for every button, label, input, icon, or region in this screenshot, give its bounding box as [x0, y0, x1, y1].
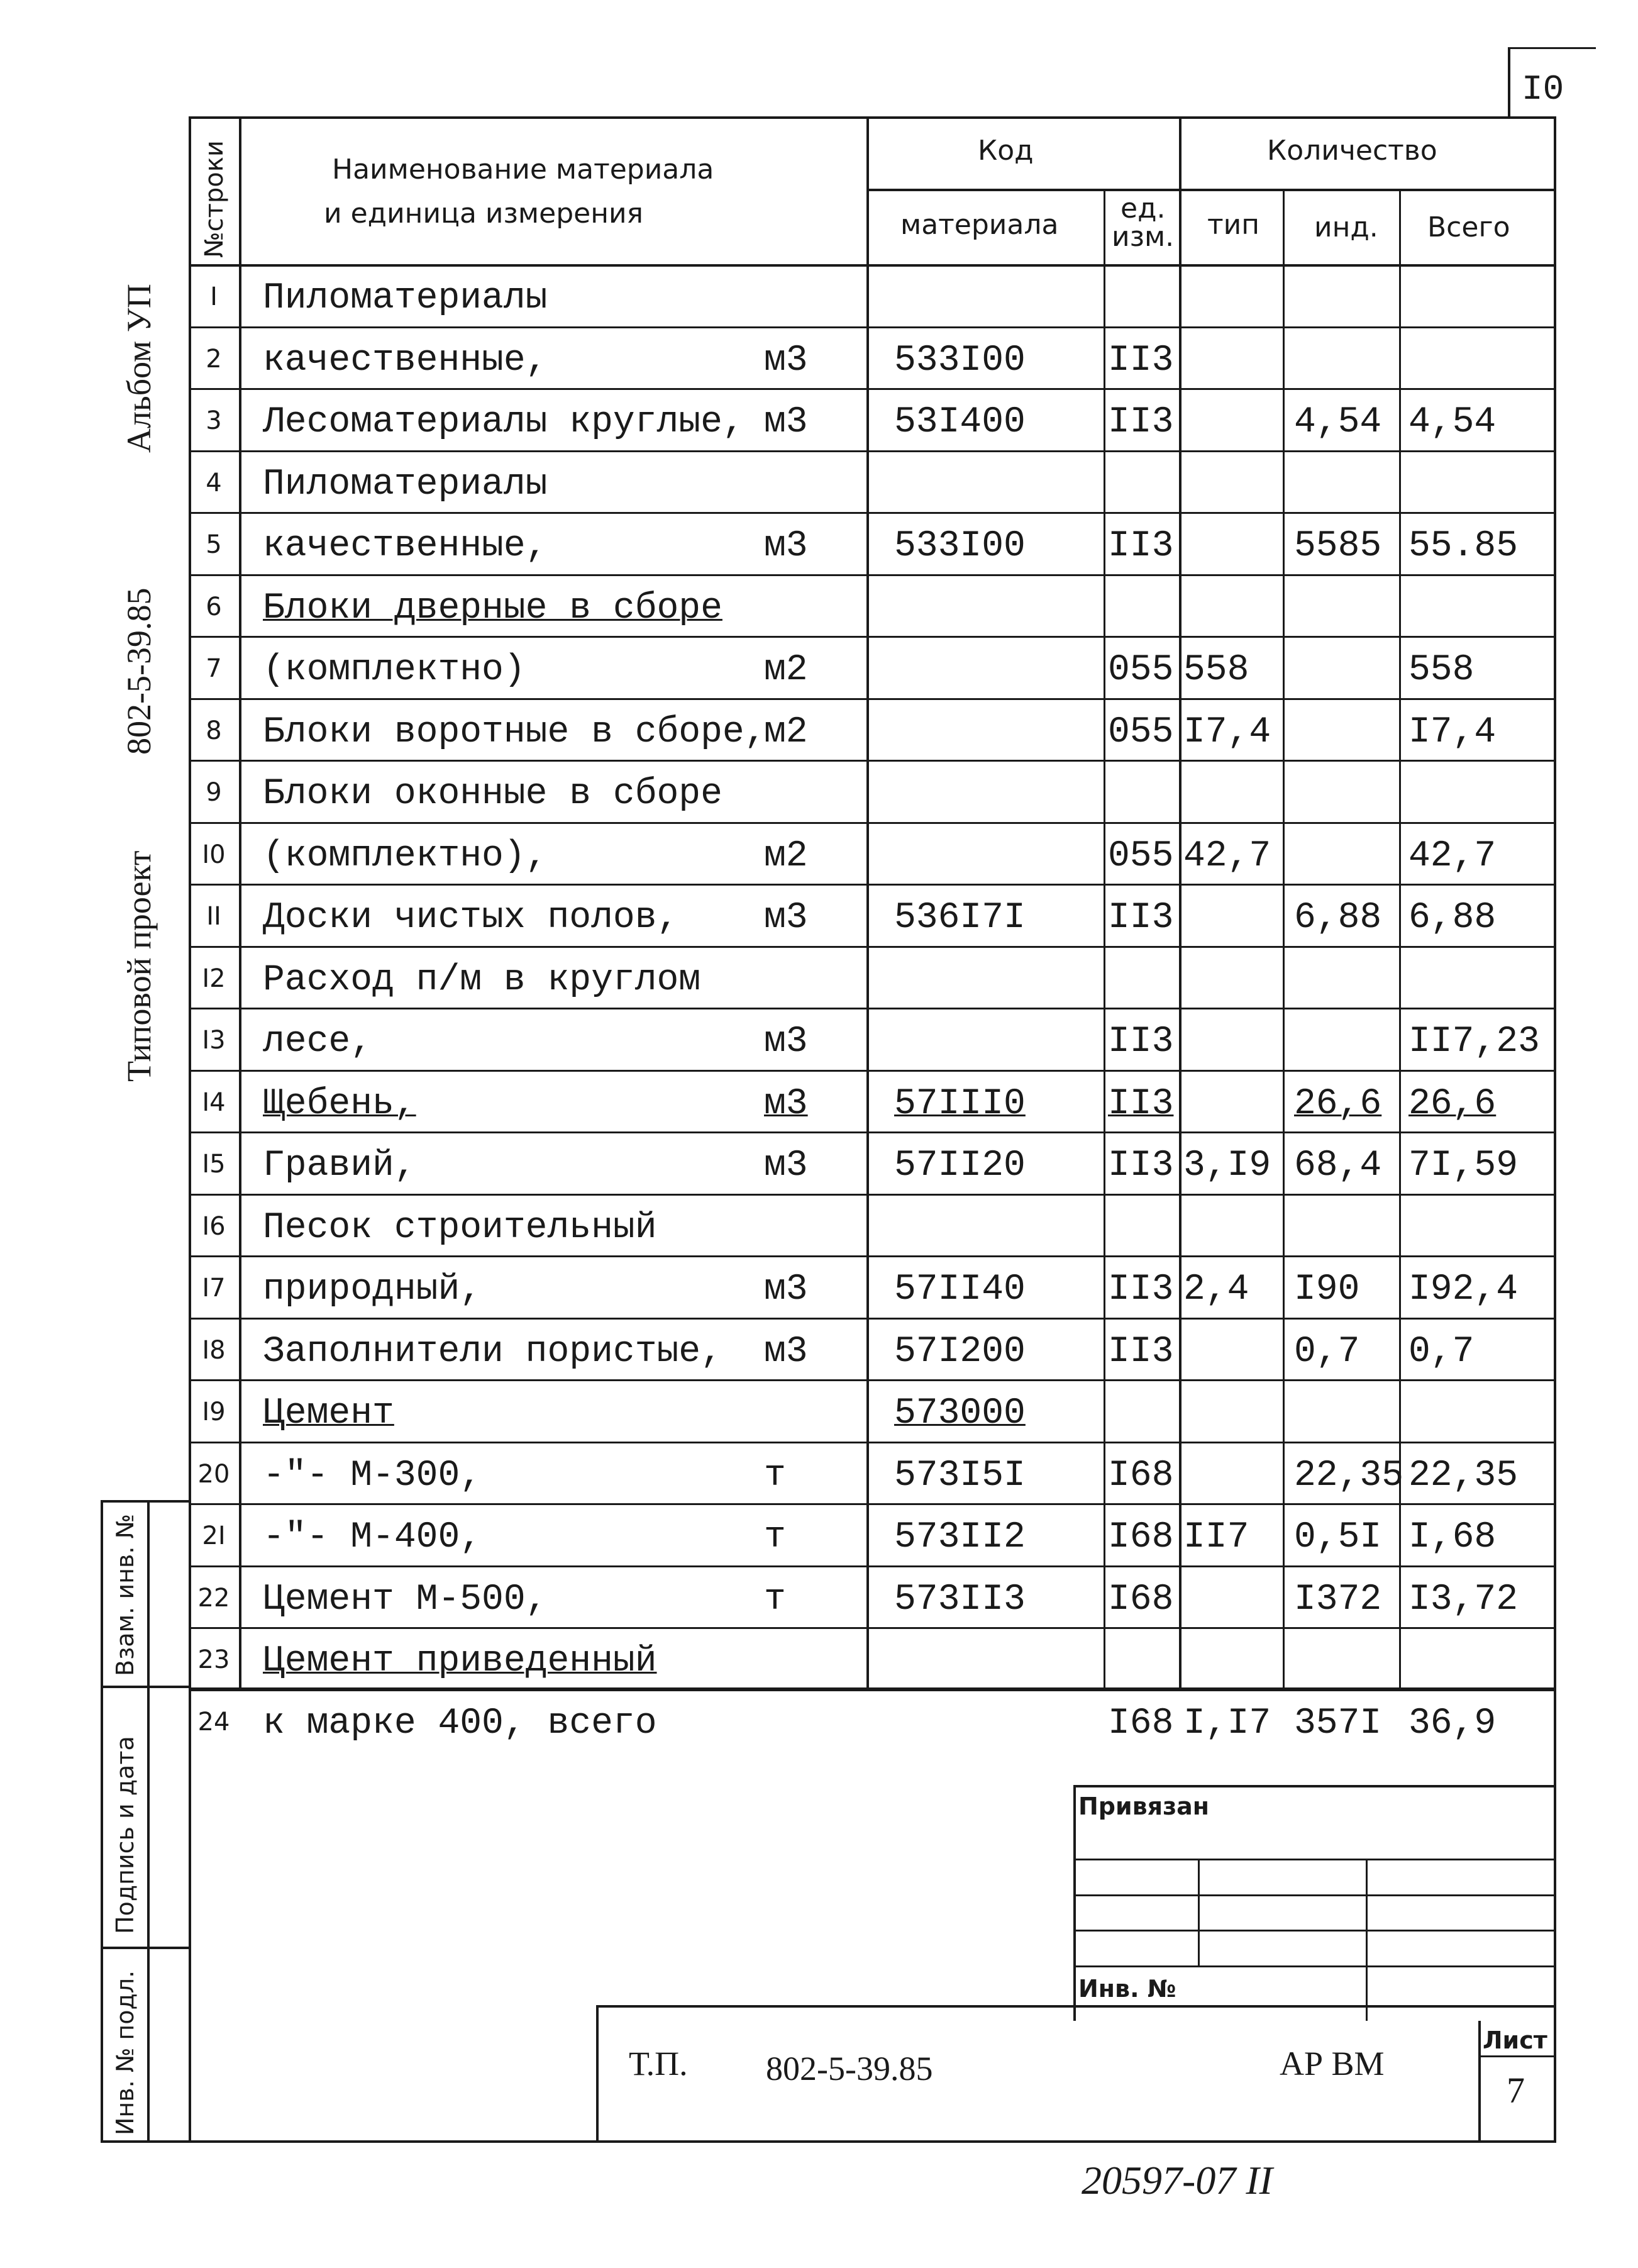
quantity-ind: I90 [1294, 1269, 1360, 1310]
project-type-label: Типовой проект [120, 850, 158, 1082]
material-unit: м3 [764, 1269, 808, 1310]
row-separator [189, 1008, 1556, 1009]
quantity-tip: I7,4 [1183, 711, 1271, 753]
material-name: Блоки оконные в сборе [263, 774, 722, 814]
row-separator [189, 326, 1556, 328]
left-stamp-sep2 [101, 1947, 189, 1949]
material-code: 573II3 [894, 1579, 1026, 1620]
unit-code: I68 [1108, 1455, 1174, 1496]
project-code-side: 802-5-39.85 [120, 587, 158, 755]
row-number: 23 [197, 1645, 230, 1674]
left-stamp-outer-line [101, 1500, 103, 2143]
sheet-number-top-line [1508, 47, 1596, 49]
row-separator [189, 1565, 1556, 1567]
quantity-ind: 5585 [1294, 526, 1382, 567]
col-name-right [866, 116, 869, 1689]
quantity-total: 4,54 [1408, 402, 1497, 443]
row-separator [189, 1627, 1556, 1629]
material-unit: м3 [764, 402, 808, 443]
quantity-tip: 42,7 [1183, 835, 1271, 877]
stamp-project-code: 802-5-39.85 [766, 2050, 933, 2087]
material-name: Блоки воротные в сборе, [263, 711, 766, 753]
row-number: 3 [206, 406, 222, 435]
quantity-total: 0,7 [1408, 1331, 1475, 1372]
unit-code: I68 [1108, 1579, 1174, 1620]
row-number: 22 [197, 1583, 230, 1613]
row-number: 7 [206, 654, 222, 683]
material-name: Гравий, [263, 1145, 416, 1186]
quantity-tip: II7 [1183, 1517, 1249, 1558]
row-number: 8 [206, 716, 222, 745]
material-unit: м3 [764, 526, 808, 567]
header-bottom-line [189, 264, 1556, 267]
row-separator [189, 1194, 1556, 1196]
row-number: 6 [206, 592, 222, 621]
row-number: 9 [206, 778, 222, 807]
podpis-data-label: Подпись и дата [111, 1736, 139, 1934]
privyazan-line4 [1073, 1965, 1556, 1967]
privyazan-label: Привязан [1078, 1793, 1210, 1820]
row-number: I5 [202, 1150, 226, 1179]
material-unit: м3 [764, 1083, 808, 1125]
left-stamp-sep1 [101, 1686, 189, 1688]
unit-code: II3 [1108, 1083, 1174, 1125]
unit-code: 055 [1108, 711, 1174, 753]
material-name: -"- М-300, [263, 1455, 482, 1496]
row-separator [189, 1379, 1556, 1381]
privyazan-left [1073, 1785, 1076, 2021]
list-value: 7 [1507, 2070, 1525, 2111]
vzam-inv-label: Взам. инв. № [111, 1513, 139, 1676]
material-code: 57I200 [894, 1331, 1026, 1372]
quantity-total: I,68 [1408, 1517, 1497, 1558]
material-name: Щебень, [263, 1083, 416, 1125]
quantity-ind: 0,7 [1294, 1331, 1360, 1372]
quantity-total: 558 [1408, 650, 1475, 691]
quantity-ind: 0,5I [1294, 1517, 1382, 1558]
header-total: Всего [1427, 211, 1510, 243]
row-number: II [206, 902, 221, 931]
sheet-number-divider [1508, 47, 1510, 116]
material-unit: м3 [764, 1021, 808, 1062]
quantity-total: 55.85 [1408, 526, 1519, 567]
material-code: 533I00 [894, 340, 1026, 381]
row-separator [189, 1689, 1556, 1691]
quantity-total: 36,9 [1408, 1703, 1497, 1744]
material-code: 57II20 [894, 1145, 1026, 1186]
material-code: 57III0 [894, 1083, 1026, 1125]
row-separator [189, 1070, 1556, 1072]
header-row-number: №строки [200, 140, 229, 258]
material-unit: т [764, 1517, 786, 1558]
privyazan-line1 [1073, 1859, 1556, 1860]
quantity-ind: 68,4 [1294, 1145, 1382, 1186]
left-stamp-inner-line [147, 1500, 150, 2143]
row-number: I4 [202, 1087, 226, 1117]
header-name-line2: и единица измерения [324, 197, 644, 230]
material-unit: м2 [764, 650, 808, 691]
row-number: I [210, 282, 218, 311]
material-name: к марке 400, всего [263, 1703, 657, 1744]
material-unit: м3 [764, 340, 808, 381]
quantity-total: 7I,59 [1408, 1145, 1519, 1186]
material-name: Пиломатериалы [263, 278, 548, 319]
material-unit: т [764, 1579, 786, 1620]
privyazan-col1 [1198, 1859, 1200, 1965]
material-name: Заполнители пористые, [263, 1331, 722, 1372]
material-name: Песок строительный [263, 1207, 657, 1248]
quantity-ind: 357I [1294, 1703, 1382, 1744]
row-number: I2 [202, 964, 226, 993]
material-unit: м2 [764, 835, 808, 877]
privyazan-line3 [1073, 1930, 1556, 1932]
list-cell-divider [1478, 2055, 1556, 2057]
col-tip-right [1283, 189, 1285, 1689]
row-number: 2I [202, 1521, 226, 1550]
header-name-line1: Наименование материала [332, 153, 714, 186]
privyazan-col2 [1366, 1859, 1368, 2021]
handwritten-number: 20597-07 II [1082, 2158, 1273, 2203]
inv-podl-label: Инв. № подл. [111, 1970, 139, 2135]
row-separator [189, 1318, 1556, 1320]
row-separator [189, 1442, 1556, 1443]
material-name: качественные, [263, 340, 548, 381]
quantity-ind: 22,35 [1294, 1455, 1404, 1496]
privyazan-top [1073, 1785, 1556, 1787]
row-separator [189, 946, 1556, 948]
material-name: -"- М-400, [263, 1517, 482, 1558]
tp-label: Т.П. [629, 2045, 688, 2082]
col-unit-right [1179, 116, 1181, 1689]
material-name: Блоки дверные в сборе [263, 587, 722, 629]
row-separator [189, 512, 1556, 514]
row-number: I6 [202, 1211, 226, 1241]
quantity-total: I7,4 [1408, 711, 1497, 753]
material-unit: м2 [764, 711, 808, 753]
unit-code: II3 [1108, 1269, 1174, 1310]
unit-code: 055 [1108, 835, 1174, 877]
material-code: 573I5I [894, 1455, 1026, 1496]
row-number: 4 [206, 468, 222, 498]
title-block-left [596, 2005, 599, 2143]
unit-code: II3 [1108, 1021, 1174, 1062]
row-separator [189, 698, 1556, 700]
material-code: 533I00 [894, 526, 1026, 567]
unit-code: I68 [1108, 1517, 1174, 1558]
list-label: Лист [1483, 2026, 1547, 2054]
album-label: Альбом УП [120, 284, 158, 453]
table-top-line [189, 116, 1556, 119]
header-quantity: Количество [1267, 135, 1437, 167]
material-name: природный, [263, 1269, 482, 1310]
material-code: 573II2 [894, 1517, 1026, 1558]
unit-code: II3 [1108, 1145, 1174, 1186]
header-unit-l1: ед. [1121, 192, 1166, 225]
material-name: Пиломатериалы [263, 464, 548, 505]
unit-code: I68 [1108, 1703, 1174, 1744]
material-code: 573000 [894, 1393, 1026, 1434]
row-separator [189, 1503, 1556, 1505]
row-separator [189, 450, 1556, 452]
material-name: Лесоматериалы круглые, [263, 402, 744, 443]
material-name: Доски чистых полов, [263, 898, 679, 938]
header-code: Код [978, 135, 1034, 167]
quantity-total: I3,72 [1408, 1579, 1519, 1620]
quantity-tip: 3,I9 [1183, 1145, 1271, 1186]
header-ind: инд. [1314, 211, 1378, 243]
row-number: 2 [206, 344, 222, 374]
row-separator [189, 760, 1556, 762]
quantity-ind: I372 [1294, 1579, 1382, 1620]
unit-code: II3 [1108, 340, 1174, 381]
quantity-total: I92,4 [1408, 1269, 1519, 1310]
col-code-right [1104, 189, 1105, 1689]
unit-code: II3 [1108, 402, 1174, 443]
unit-code: II3 [1108, 898, 1174, 938]
row-number: 20 [197, 1459, 230, 1489]
list-cell-left [1478, 2021, 1481, 2143]
header-code-material: материала [900, 209, 1059, 241]
material-code: 57II40 [894, 1269, 1026, 1310]
material-name: Расход п/м в круглом [263, 959, 701, 1001]
row-separator [189, 636, 1556, 638]
privyazan-line2 [1073, 1894, 1556, 1896]
row-number: I9 [202, 1398, 226, 1426]
header-tip: тип [1207, 209, 1259, 241]
material-name: Цемент приведенный [263, 1641, 657, 1682]
quantity-total: 26,6 [1408, 1083, 1497, 1125]
quantity-total: II7,23 [1408, 1021, 1540, 1062]
quantity-total: 42,7 [1408, 835, 1497, 877]
quantity-tip: I,I7 [1183, 1703, 1271, 1744]
row-number: I8 [202, 1335, 226, 1365]
title-block-top [596, 2005, 1556, 2008]
quantity-total: 22,35 [1408, 1455, 1519, 1496]
unit-code: II3 [1108, 1331, 1174, 1372]
row-number: I0 [202, 840, 226, 869]
row-number: I7 [202, 1274, 226, 1303]
row-number: 5 [206, 530, 222, 559]
quantity-total: 6,88 [1408, 898, 1497, 938]
quantity-ind: 4,54 [1294, 402, 1382, 443]
quantity-tip: 558 [1183, 650, 1249, 691]
material-name: (комплектно) [263, 650, 526, 691]
left-stamp-top [101, 1500, 189, 1503]
sheet-number-top: I0 [1522, 69, 1564, 109]
inv-no-label: Инв. № [1078, 1975, 1176, 2003]
quantity-ind: 26,6 [1294, 1083, 1382, 1125]
material-unit: м3 [764, 1331, 808, 1372]
material-name: качественные, [263, 526, 548, 567]
row-number: I3 [202, 1026, 226, 1055]
row-number: 24 [197, 1707, 230, 1737]
material-code: 536I7I [894, 898, 1026, 938]
material-unit: м3 [764, 898, 808, 938]
row-separator [189, 574, 1556, 576]
row-separator [189, 388, 1556, 390]
material-name: (комплектно), [263, 835, 548, 877]
row-separator [189, 1255, 1556, 1257]
header-mid-line [868, 189, 1556, 191]
header-unit-l2: изм. [1112, 221, 1175, 253]
col-number-right [239, 116, 241, 1689]
left-stamp-bottom [101, 2140, 189, 2143]
row-separator [189, 884, 1556, 886]
unit-code: II3 [1108, 526, 1174, 567]
quantity-tip: 2,4 [1183, 1269, 1249, 1310]
row-separator [189, 822, 1556, 824]
material-unit: т [764, 1455, 786, 1496]
material-name: Цемент М-500, [263, 1579, 548, 1620]
col-right-border [1554, 116, 1556, 2143]
stamp-section: АР ВМ [1280, 2045, 1385, 2082]
material-code: 53I400 [894, 402, 1026, 443]
row-separator [189, 1131, 1556, 1133]
material-name: лесе, [263, 1021, 373, 1062]
frame-bottom-line [189, 2140, 1556, 2143]
quantity-ind: 6,88 [1294, 898, 1382, 938]
material-unit: м3 [764, 1145, 808, 1186]
material-name: Цемент [263, 1393, 394, 1434]
unit-code: 055 [1108, 650, 1174, 691]
